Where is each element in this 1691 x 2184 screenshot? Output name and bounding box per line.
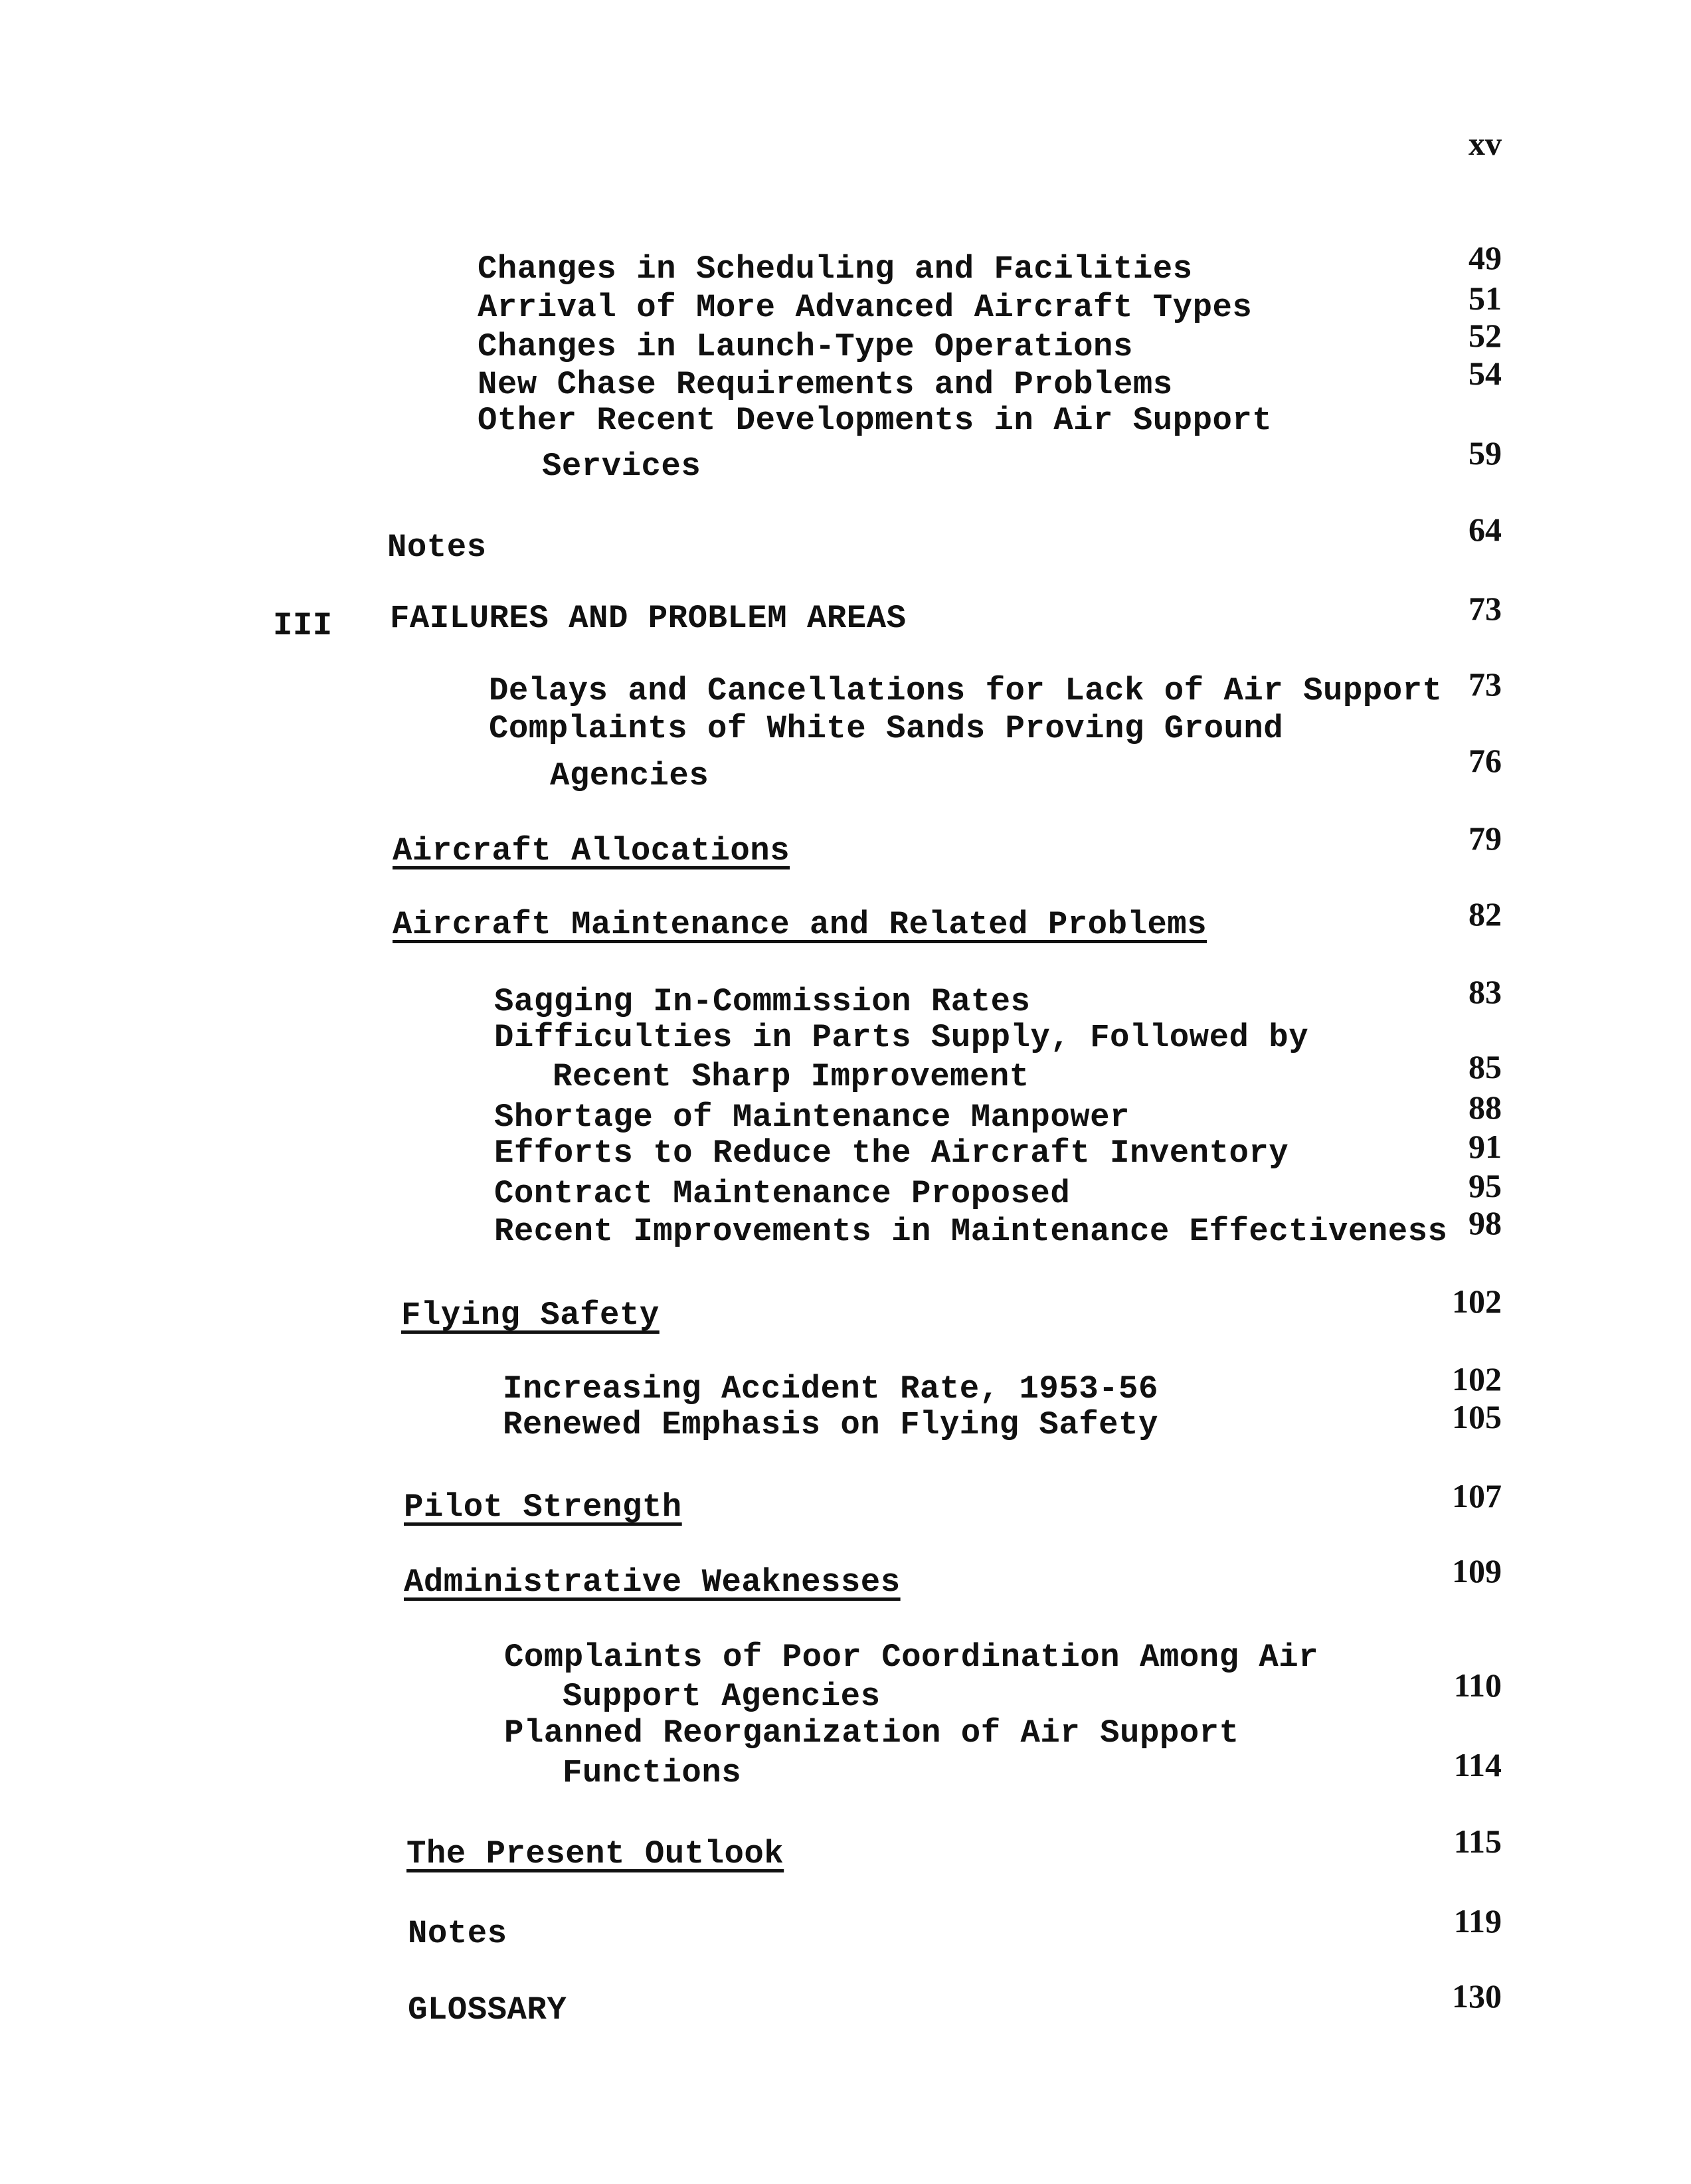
toc-entry: Delays and Cancellations for Lack of Air Support [489, 672, 1443, 709]
toc-page: 83 [1468, 973, 1502, 1010]
toc-page: 64 [1468, 511, 1502, 548]
toc-page: 98 [1468, 1204, 1502, 1241]
toc-entry: Shortage of Maintenance Manpower [494, 1099, 1130, 1136]
toc-entry: Changes in Scheduling and Facilities [478, 250, 1193, 288]
toc-section: Aircraft Allocations [393, 832, 790, 869]
toc-page: 73 [1468, 590, 1502, 627]
toc-entry-cont: Agencies [550, 757, 709, 794]
toc-page: 51 [1468, 280, 1502, 317]
toc-page: 110 [1453, 1667, 1502, 1704]
toc-page: 54 [1468, 355, 1502, 392]
toc-page: 95 [1468, 1167, 1502, 1204]
toc-entry: Changes in Launch-Type Operations [478, 328, 1133, 365]
toc-page: 88 [1468, 1089, 1502, 1126]
toc-entry: Complaints of White Sands Proving Ground [489, 710, 1284, 747]
toc-entry: Recent Improvements in Maintenance Effectiveness [494, 1213, 1448, 1250]
toc-section: Administrative Weaknesses [404, 1564, 901, 1601]
toc-entry: Renewed Emphasis on Flying Safety [503, 1406, 1158, 1443]
page-number: xv [1468, 125, 1502, 162]
toc-page: 102 [1452, 1360, 1502, 1398]
toc-entry: New Chase Requirements and Problems [478, 366, 1173, 403]
toc-entry: Arrival of More Advanced Aircraft Types [478, 289, 1253, 326]
chapter-number: III [273, 607, 333, 644]
toc-entry-cont: Functions [563, 1754, 742, 1791]
toc-entry-cont: Support Agencies [563, 1678, 881, 1715]
toc-page: 85 [1468, 1048, 1502, 1085]
toc-entry: Planned Reorganization of Air Support [504, 1714, 1239, 1752]
toc-page: 114 [1453, 1746, 1502, 1783]
toc-page: 82 [1468, 895, 1502, 933]
toc-notes: Notes [408, 1915, 507, 1952]
toc-entry: Increasing Accident Rate, 1953-56 [503, 1370, 1158, 1408]
toc-notes: Notes [387, 529, 487, 566]
toc-page: 49 [1468, 239, 1502, 276]
chapter-title: FAILURES AND PROBLEM AREAS [390, 600, 907, 637]
toc-page: 52 [1468, 317, 1502, 354]
toc-page: 102 [1452, 1283, 1502, 1320]
toc-page: 76 [1468, 742, 1502, 779]
toc-page: 109 [1452, 1552, 1502, 1590]
toc-entry: Complaints of Poor Coordination Among Air [504, 1639, 1319, 1676]
toc-entry-cont: Services [542, 448, 701, 485]
toc-page: 107 [1452, 1477, 1502, 1514]
toc-entry-cont: Recent Sharp Improvement [553, 1058, 1029, 1095]
toc-page: 130 [1452, 1977, 1502, 2015]
toc-section: The Present Outlook [406, 1835, 784, 1872]
toc-page: 119 [1453, 1902, 1502, 1940]
toc-page: 79 [1468, 820, 1502, 857]
toc-glossary: GLOSSARY [408, 1991, 567, 2029]
toc-section: Aircraft Maintenance and Related Problems [393, 906, 1207, 943]
toc-entry: Difficulties in Parts Supply, Followed by [494, 1019, 1309, 1056]
toc-page: 59 [1468, 434, 1502, 472]
toc-section: Pilot Strength [404, 1489, 682, 1526]
toc-entry: Contract Maintenance Proposed [494, 1175, 1071, 1212]
toc-section: Flying Safety [401, 1297, 660, 1334]
toc-page: 105 [1452, 1398, 1502, 1435]
toc-page: 91 [1468, 1128, 1502, 1165]
toc-entry: Efforts to Reduce the Aircraft Inventory [494, 1135, 1289, 1172]
toc-page: 73 [1468, 666, 1502, 703]
toc-entry: Sagging In-Commission Rates [494, 983, 1031, 1020]
toc-page: 115 [1453, 1823, 1502, 1860]
toc-entry: Other Recent Developments in Air Support [478, 402, 1273, 439]
